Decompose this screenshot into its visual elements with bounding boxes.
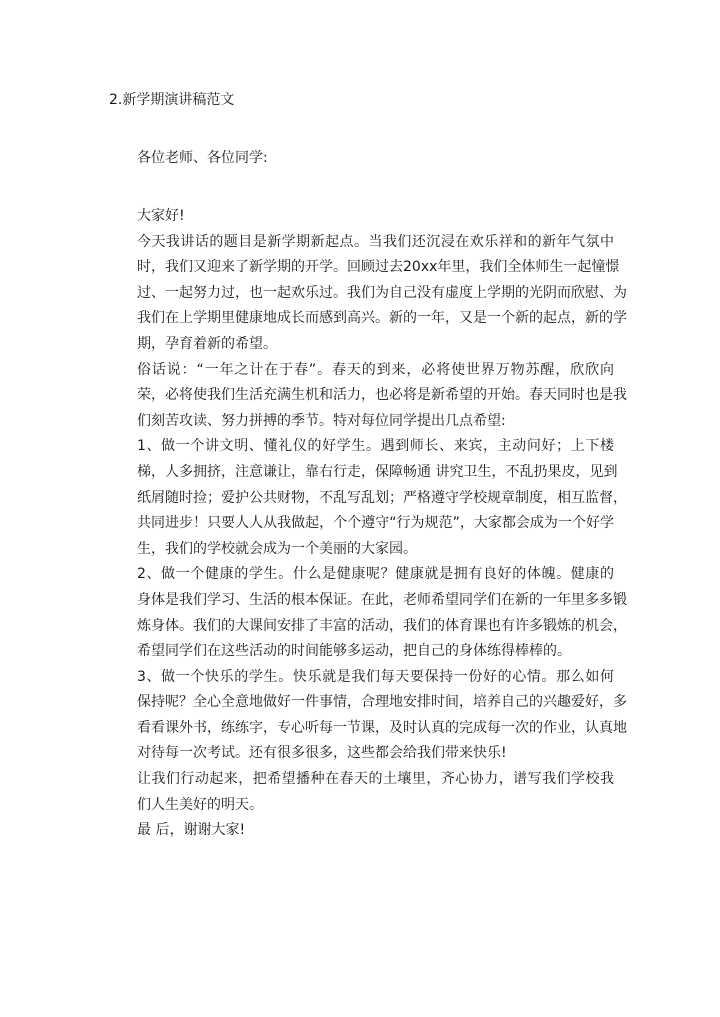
document-body bbox=[109, 204, 627, 844]
text-line: 过、一起努力过，也一起欢乐过。我们为自己没有虚度上学期的光阴而欣慰、为 bbox=[137, 284, 627, 301]
salutation: 各位老师、各位同学: bbox=[137, 150, 268, 166]
text-line: 时，我们又迎来了新学期的开学。回顾过去20xx年里，我们全体师生一起憧憬 bbox=[137, 259, 620, 276]
text-line: 梯，人多拥挤，注意谦让，靠右行走，保障畅通 讲究卫生，不乱扔果皮，见到 bbox=[137, 463, 618, 480]
paragraph-point-3 bbox=[109, 665, 627, 767]
text-line: 期，孕育着新的希望。 bbox=[137, 335, 277, 352]
paragraph-intro bbox=[109, 230, 627, 358]
text-line: 生，我们的学校就会成为一个美丽的大家园。 bbox=[137, 540, 417, 557]
text-line: 3、做一个快乐的学生。快乐就是我们每天要保持一份好的心情。那么如何 bbox=[137, 668, 614, 685]
text-line: 2、做一个健康的学生。什么是健康呢？健康就是拥有良好的体魄。健康的 bbox=[137, 566, 614, 583]
text-line: 今天我讲话的题目是新学期新起点。当我们还沉浸在欢乐祥和的新年气氛中 bbox=[137, 233, 614, 250]
paragraph-point-2 bbox=[109, 562, 627, 664]
paragraph-point-1 bbox=[109, 434, 627, 562]
text-line: 最 后，谢谢大家! bbox=[137, 822, 246, 839]
paragraph-call-to-action bbox=[109, 767, 614, 818]
text-line: 俗话说：“一年之计在于春”。春天的到来，必将使世界万物苏醒，欣欣向 bbox=[137, 361, 614, 378]
text-line: 希望同学们在这些活动的时间能够多运动，把自己的身体练得棒棒的。 bbox=[137, 643, 571, 660]
paragraph-greeting bbox=[109, 204, 614, 230]
text-line: 们人生美好的明天。 bbox=[137, 796, 263, 813]
text-line: 让我们行动起来，把希望播种在春天的土壤里，齐心协力，谱写我们学校我 bbox=[137, 771, 614, 788]
text-line: 保持呢？全心全意地做好一件事情，合理地安排时间，培养自己的兴趣爱好，多 bbox=[137, 694, 627, 711]
text-line: 荣，必将使我们生活充满生机和活力，也必将是新希望的开始。春天同时也是我 bbox=[137, 387, 627, 404]
text-line: 身体是我们学习、生活的根本保证。在此，老师希望同学们在新的一年里多多锻 bbox=[137, 591, 627, 608]
document-title: 2.新学期演讲稿范文 bbox=[109, 92, 235, 108]
text-line: 大家好! bbox=[137, 208, 185, 224]
paragraph-closing bbox=[109, 818, 614, 844]
text-line: 1、做一个讲文明、懂礼仪的好学生。遇到师长、来宾，主动问好；上下楼 bbox=[137, 438, 614, 455]
text-line: 纸屑随时捡；爱护公共财物，不乱写乱划；严格遵守学校规章制度，相互监督， bbox=[137, 489, 627, 506]
text-line: 炼身体。我们的大课间安排了丰富的活动，我们的体育课也有许多锻炼的机会， bbox=[137, 617, 627, 634]
text-line: 我们在上学期里健康地成长而感到高兴。新的一年，又是一个新的起点，新的学 bbox=[137, 310, 627, 327]
text-line: 对待每一次考试。还有很多很多，这些都会给我们带来快乐! bbox=[137, 745, 507, 762]
text-line: 共同进步！只要人人从我做起，个个遵守“行为规范”，大家都会成为一个好学 bbox=[137, 515, 614, 532]
paragraph-spring bbox=[109, 358, 627, 435]
text-line: 看看课外书，练练字，专心听每一节课，及时认真的完成每一次的作业，认真地 bbox=[137, 719, 627, 736]
text-line: 们刻苦攻读、努力拼搏的季节。特对每位同学提出几点希望: bbox=[137, 412, 506, 429]
